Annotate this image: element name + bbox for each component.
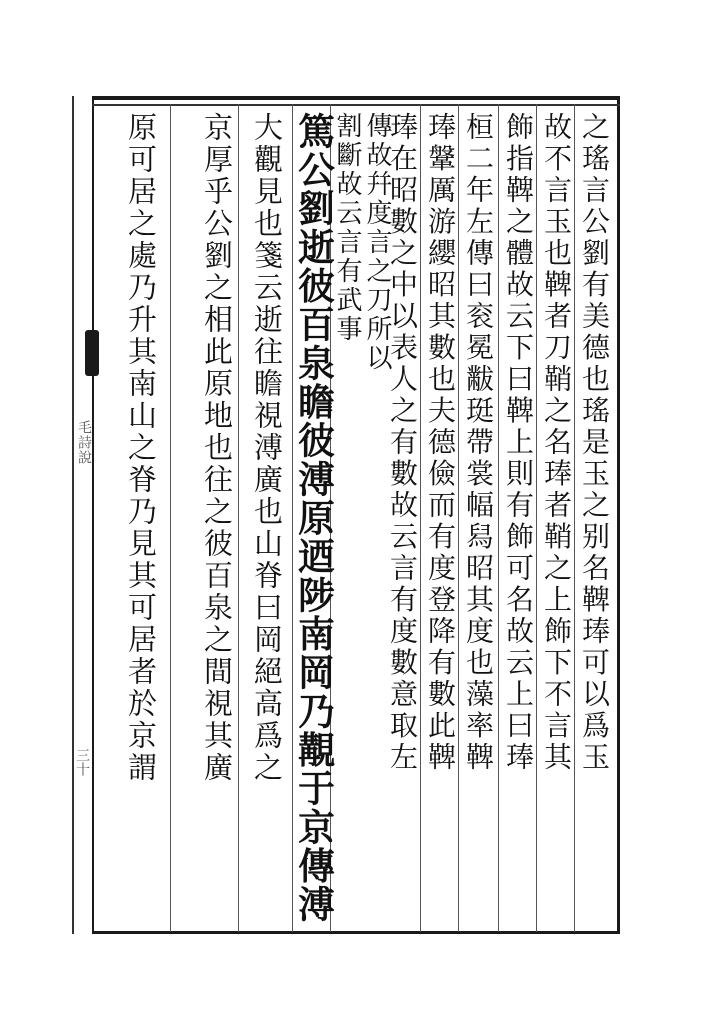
text-column-12: 原可居之處乃升其南山之脊乃見其可居者於京謂 — [124, 112, 158, 784]
text-column-5: 琫鞶厲游纓昭其數也夫德儉而有度登降有數此鞞 — [424, 112, 457, 774]
column-rule — [170, 104, 171, 932]
margin-title: 毛詩說 — [76, 420, 92, 465]
column-rule — [238, 104, 239, 932]
text-column-3: 飾指鞞之體故云下曰鞞上則有飾可名故云上曰琫 — [502, 112, 535, 774]
text-column-10: 大觀見也箋云逝往瞻視溥廣也山脊曰岡絕高爲之 — [250, 112, 284, 784]
main-text-column: 篤公劉逝彼百泉瞻彼溥原迺陟南岡乃覯于京傳溥 — [292, 112, 335, 924]
text-column-4: 桓二年左傳曰衮冕黻珽帶裳幅舄昭其度也藻率鞞 — [462, 112, 495, 774]
text-column-2: 故不言玉也鞞者刀鞘之名琫者鞘之上飾下不言其 — [540, 112, 573, 774]
frame-inner-rule — [92, 104, 620, 106]
text-column-8: 割斷故云言有武事 — [332, 112, 362, 344]
margin-folio: 三十 — [74, 748, 90, 776]
text-column-1: 之瑤言公劉有美德也瑤是玉之别名鞞琫可以爲玉 — [578, 112, 611, 774]
text-column-11: 京厚乎公劉之相此原地也往之彼百泉之間視其廣 — [200, 112, 234, 784]
page-margin-strip — [72, 96, 94, 934]
text-column-6: 琫在昭數之中以表人之有數故云言有度數意取左 — [386, 112, 419, 774]
text-column-7: 傳故幷度言之刀所以 — [362, 112, 392, 373]
